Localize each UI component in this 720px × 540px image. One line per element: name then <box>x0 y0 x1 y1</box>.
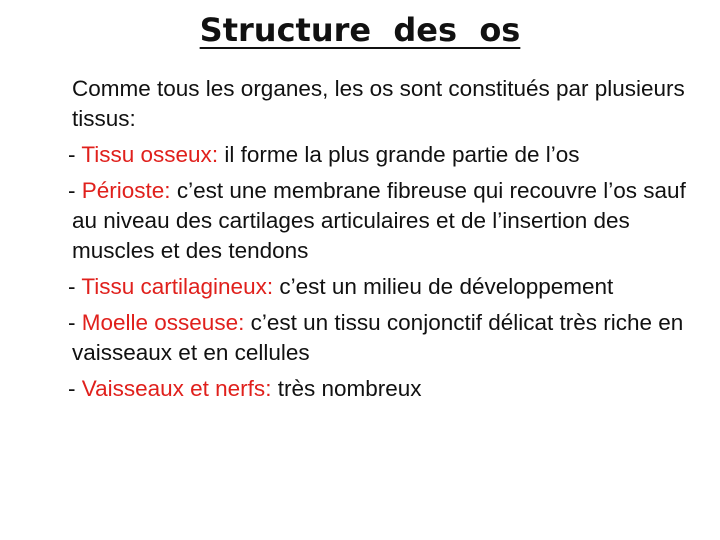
item-term: Tissu osseux <box>81 142 212 167</box>
slide-body <box>68 74 688 410</box>
item-term: Vaisseaux et nerfs <box>81 376 266 401</box>
list-item-tissu-osseux <box>68 140 688 170</box>
item-term-colon: : <box>265 376 272 401</box>
item-term: Périoste <box>81 178 165 203</box>
item-description: très nombreux <box>271 376 422 401</box>
item-term: Moelle osseuse <box>81 310 239 335</box>
item-description: c’est un tissu conjonctif délicat très riche en vaisseaux et en cellules <box>72 310 684 365</box>
item-dash: - <box>68 274 82 299</box>
item-dash: - <box>68 178 82 203</box>
item-description: il forme la plus grande partie de l’os <box>218 142 580 167</box>
page-title <box>0 6 720 54</box>
item-dash: - <box>68 376 82 401</box>
item-term-colon: : <box>266 274 274 299</box>
intro-paragraph: Comme tous les organes, les os sont constitués par plusieurs tissus: <box>72 76 685 131</box>
item-dash: - <box>68 142 82 167</box>
list-item-moelle-osseuse <box>68 308 688 368</box>
item-term-colon: : <box>238 310 245 335</box>
list-item-tissu-cartilagineux <box>68 272 688 302</box>
item-description: c’est une membrane fibreuse qui recouvre l’os sauf au niveau des cartilages articulaires et de l’insertion des muscles et des tendons <box>72 178 686 263</box>
item-term-colon: : <box>164 178 171 203</box>
list-item-perioste <box>68 176 688 266</box>
item-dash: - <box>68 310 82 335</box>
item-description: c’est un milieu de développement <box>273 274 614 299</box>
list-item-vaisseaux-et-nerfs <box>68 374 688 404</box>
item-term: Tissu cartilagineux <box>81 274 267 299</box>
page-title-text: Structure des os <box>199 11 521 49</box>
item-term-colon: : <box>211 142 219 167</box>
